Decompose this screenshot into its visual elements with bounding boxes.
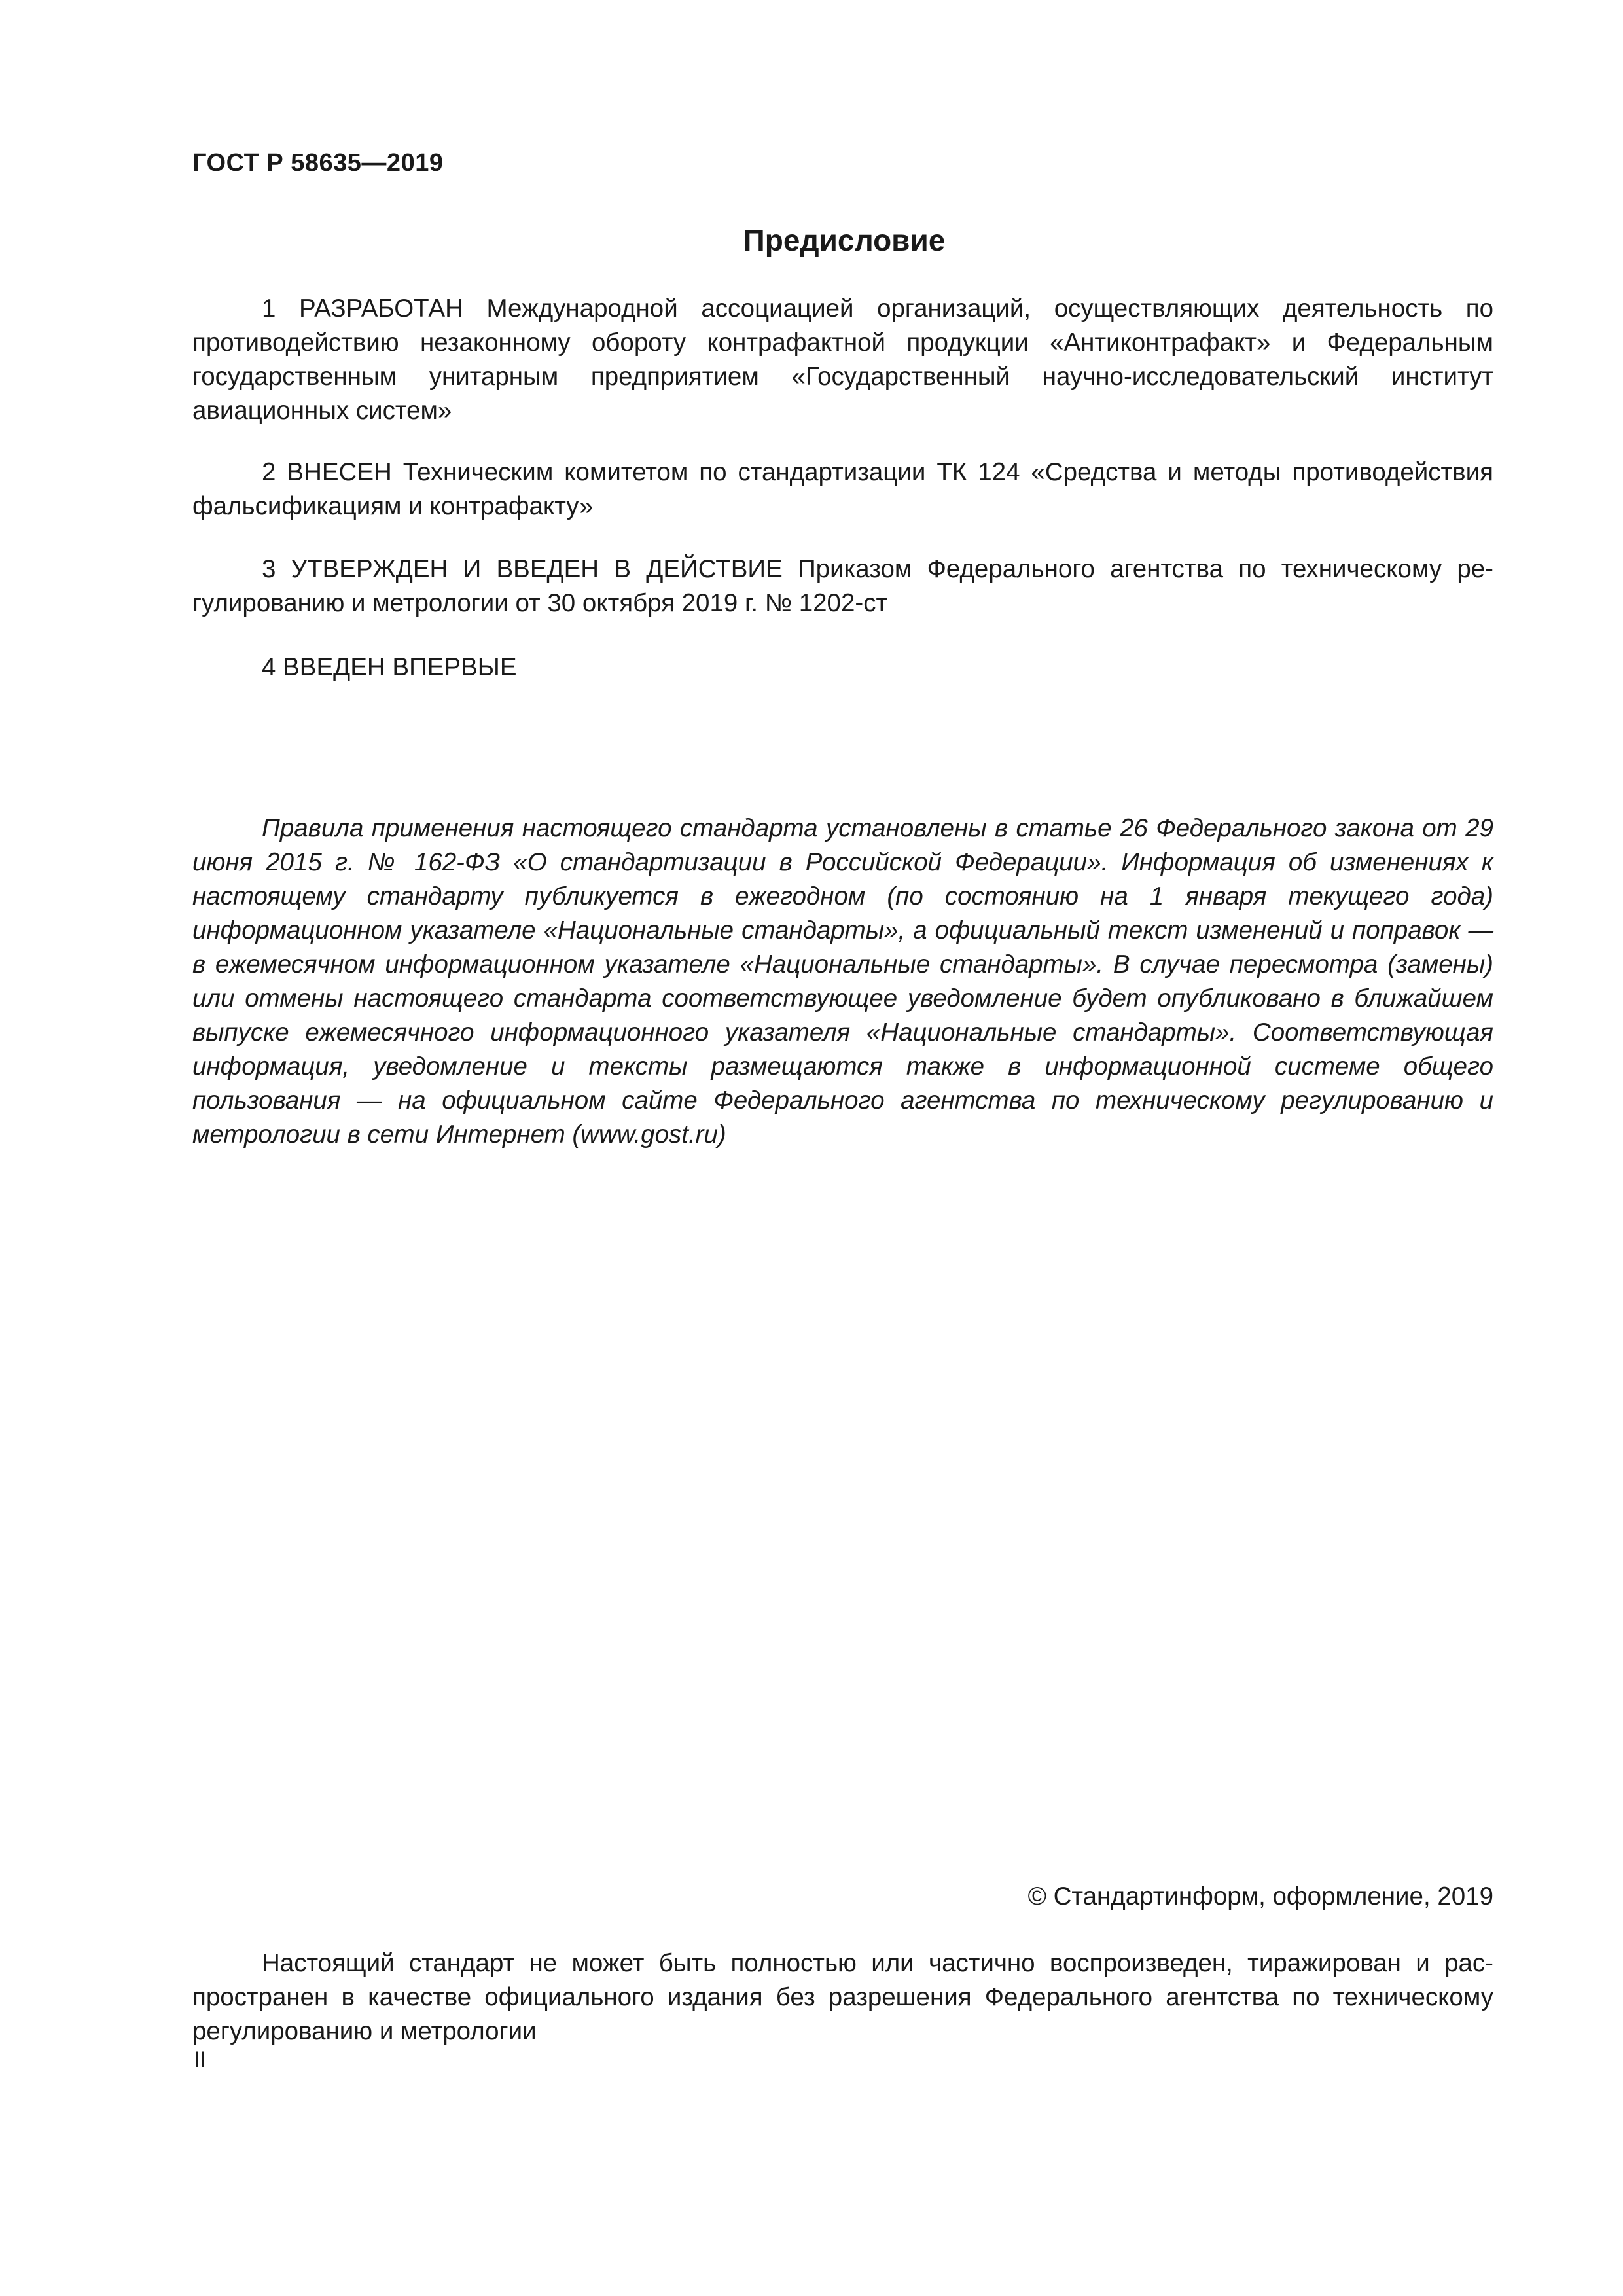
paragraph-text: 3 УТВЕРЖДЕН И ВВЕДЕН В ДЕЙСТВИЕ Приказом Федерального агентства по техническому регулированию и метрологии от 30 октября 2019 г. № 1202-ст <box>192 555 1493 617</box>
paragraph-text: 2 ВНЕСЕН Техническим комитетом по стандартизации ТК 124 «Средства и методы противодействия фальсификациям и контрафакту» <box>192 458 1493 520</box>
paragraph-text: Правила применения настоящего стандарта установлены в статье 26 Федерального закона от 29 июня 2015 г. № 162-ФЗ «О стандартизации в Российской Федерации». Информация об изменениях к настоящему стандарту публикуется в ежегодном (по состоянию на 1 января текущего года) информационном указателе «Национальные стандарты», а официальный текст изменений и поправок — в ежемесячном информационном указателе «Национальные стандарты». В случае пересмотра (замены) или отмены настоящего стандарта соответствующее уведомление будет опубликовано в ближайшем выпуске ежемесячного информационного указателя «Национальные стандарты». Соответствующая информация, уведомление и тексты размещаются также в информационной системе общего пользования — на официальном сайте Федерального агентства по техническому регулированию и метрологии в сети Интернет (www.gost.ru) <box>192 814 1493 1149</box>
paragraph-developed-by <box>192 292 1493 428</box>
page-number: II <box>194 2047 206 2072</box>
paragraph-first-introduced <box>192 651 1493 685</box>
paragraph-approved <box>192 552 1493 620</box>
paragraph-text: 4 ВВЕДЕН ВПЕРВЫЕ <box>262 653 517 681</box>
copyright-notice: © Стандартинформ, оформление, 2019 <box>1027 1882 1493 1910</box>
page-title: Предисловие <box>743 223 946 257</box>
paragraph-text: 1 РАЗРАБОТАН Международной ассоциацией организаций, осуществляющих деятельность по противодействию незаконному обороту контрафактной продукции «Антиконтрафакт» и Федеральным государственным унитарным предприятием «Государственный научно-исследовательский институт авиационных систем» <box>192 295 1493 425</box>
paragraph-introduced-by <box>192 456 1493 524</box>
paragraph-application-rules <box>192 812 1493 1152</box>
paragraph-text: Настоящий стандарт не может быть полностью или частично воспроизведен, тиражирован и распространен в качестве официального издания без разрешения Федерального агентства по техническому регулированию и метрологии <box>192 1949 1493 2045</box>
document-code-header: ГОСТ Р 58635—2019 <box>192 149 444 177</box>
paragraph-reproduction-notice <box>192 1946 1493 2049</box>
